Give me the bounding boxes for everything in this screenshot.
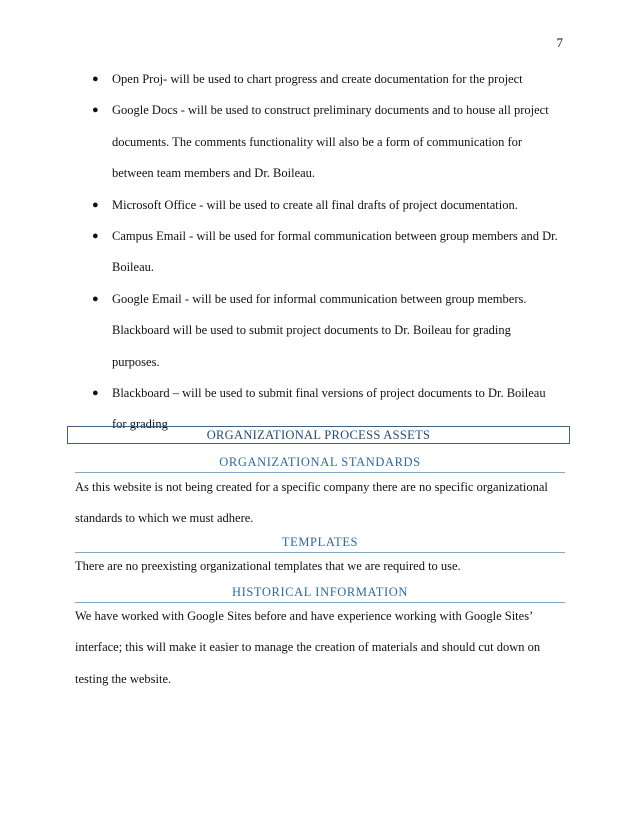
bullet-item-google-docs [92, 95, 572, 189]
bullet-line: Blackboard will be used to submit project documents to Dr. Boileau for grading [112, 323, 511, 338]
bullet-item-microsoft-office [92, 190, 572, 221]
bullet-line: Google Docs - will be used to construct preliminary documents and to house all project [112, 103, 549, 118]
bullet-line: between team members and Dr. Boileau. [112, 166, 316, 181]
templates-paragraph [75, 551, 570, 582]
paragraph-line: As this website is not being created for a specific company there are no specific organizational [75, 480, 548, 494]
templates-heading: TEMPLATES [75, 534, 565, 553]
historical-information-heading: HISTORICAL INFORMATION [75, 584, 565, 603]
bullet-line: for grading [112, 417, 168, 432]
historical-information-paragraph [75, 601, 570, 695]
bullet-dot-icon: ● [92, 387, 99, 400]
bullet-item-campus-email [92, 221, 572, 284]
bullet-line: Campus Email - will be used for formal communication between group members and Dr. [112, 229, 558, 244]
paragraph-line: There are no preexisting organizational templates that we are required to use. [75, 559, 461, 573]
tools-bullet-list [92, 64, 572, 441]
paragraph-line: testing the website. [75, 671, 172, 686]
bullet-item-open-proj [92, 64, 572, 95]
bullet-item-google-email [92, 284, 572, 378]
organizational-standards-heading: ORGANIZATIONAL STANDARDS [75, 454, 565, 473]
page-number: 7 [556, 35, 563, 50]
organizational-standards-paragraph [75, 472, 570, 535]
bullet-dot-icon: ● [92, 73, 99, 85]
paragraph-line: interface; this will make it easier to manage the creation of materials and should cut down on [75, 640, 541, 655]
bullet-dot-icon: ● [92, 104, 99, 117]
main-section-heading: ORGANIZATIONAL PROCESS ASSETS [67, 426, 570, 444]
bullet-dot-icon: ● [92, 230, 99, 243]
bullet-line: Open Proj- will be used to chart progress and create documentation for the project [112, 72, 523, 86]
bullet-line: Blackboard – will be used to submit final versions of project documents to Dr. Boileau [112, 386, 546, 401]
bullet-line: Microsoft Office - will be used to create all final drafts of project documentation. [112, 197, 518, 212]
bullet-line: documents. The comments functionality will also be a form of communication for [112, 134, 523, 149]
paragraph-line: standards to which we must adhere. [75, 511, 254, 526]
bullet-line: purposes. [112, 354, 160, 369]
bullet-dot-icon: ● [92, 198, 99, 211]
paragraph-line: We have worked with Google Sites before and have experience working with Google Sites’ [75, 609, 534, 623]
bullet-dot-icon: ● [92, 292, 99, 305]
bullet-line: Google Email - will be used for informal communication between group members. [112, 291, 527, 306]
bullet-line: Boileau. [112, 260, 155, 275]
